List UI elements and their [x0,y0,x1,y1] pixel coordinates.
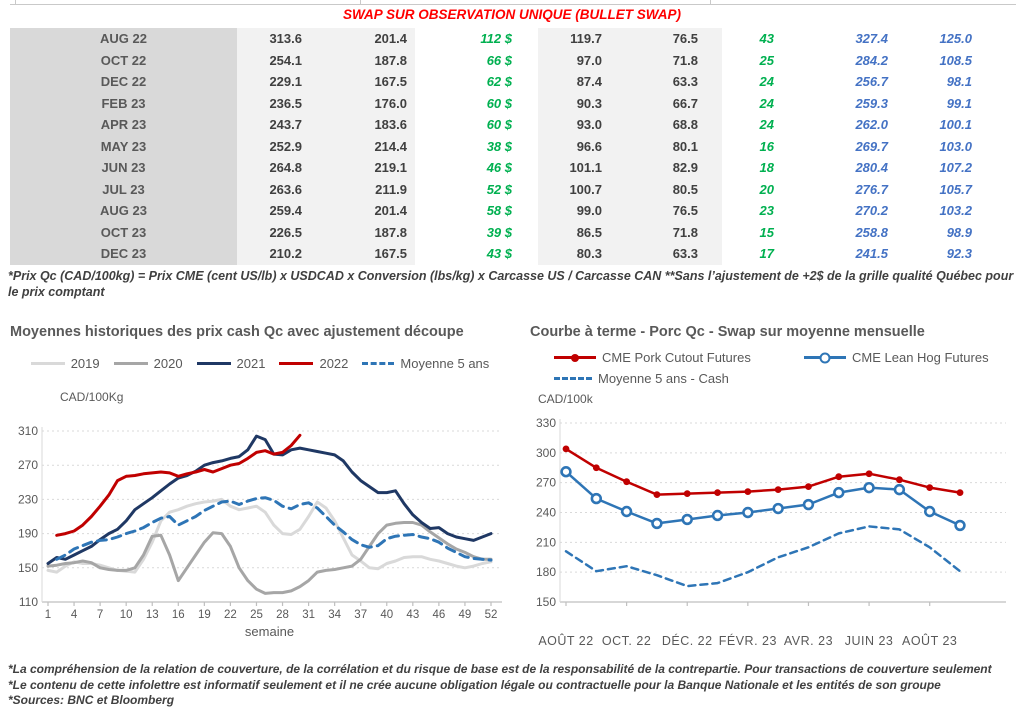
table-cell: 18 [759,160,774,176]
table-cell: 20 [759,181,774,197]
table-cell: 63.3 [620,243,722,265]
table-cell: 201.4 [332,200,415,222]
table-cell: 71.8 [620,50,722,72]
table-cell: 105.7 [939,181,972,197]
left-chart-legend [8,356,512,371]
table-cell: 86.5 [538,222,620,244]
svg-text:28: 28 [276,609,289,621]
table-cell: 96.6 [538,136,620,158]
table-cell: JUN 23 [10,157,237,179]
svg-text:16: 16 [171,609,185,621]
svg-text:34: 34 [328,609,342,621]
table-cell: 17 [759,246,774,262]
table-row [10,179,1016,201]
table-cell: AUG 22 [10,28,237,50]
svg-text:13: 13 [145,609,159,621]
right-chart-plot [520,415,1024,665]
table-row [10,157,1016,179]
line-swatch-2020-icon [114,362,148,365]
left-chart-y-unit: CAD/100Kg [60,390,124,404]
table-cell: 52 $ [486,181,512,197]
table-cell: 76.5 [620,200,722,222]
swap-table-body [10,28,1016,265]
table-cell: 25 [759,52,774,68]
legend-item-2021 [197,356,266,371]
line-swatch-2019-icon [31,362,65,365]
svg-text:150: 150 [17,560,38,575]
legend-item-moyenne-5-ans-cash [554,371,804,386]
disclaimer-line: *Le contenu de cette infolettre est informatif seulement et il ne crée aucune obligation légale ou contractuelle pour la Banque Nationale et les entités de son groupe [8,677,941,692]
chart-historical-cash-prices [8,320,512,660]
legend-item-2019 [31,356,100,371]
table-cell: 167.5 [332,243,415,265]
open-dot-line-swatch-icon [804,356,846,359]
disclaimer-footer [8,662,1018,709]
svg-text:AOÛT 22: AOÛT 22 [538,634,594,648]
svg-text:semaine: semaine [244,624,295,639]
svg-text:FÉVR. 23: FÉVR. 23 [718,634,777,648]
legend-label: 2021 [236,356,266,371]
table-cell: 24 [759,117,774,133]
table-divider [15,0,16,4]
table-cell: DEC 22 [10,71,237,93]
svg-text:190: 190 [17,526,38,541]
line-swatch-2022-icon [279,362,313,365]
table-cell: 24 [759,74,774,90]
table-cell: 327.4 [855,31,888,47]
table-cell: DEC 23 [10,243,237,265]
table-cell: 252.9 [237,136,332,158]
table-cell: 262.0 [855,117,888,133]
table-row [10,71,1016,93]
table-cell: 68.8 [620,114,722,136]
right-chart-legend [554,350,1024,386]
svg-text:230: 230 [17,492,38,507]
table-cell: 219.1 [332,157,415,179]
table-cell: 259.3 [855,95,888,111]
table-cell: 107.2 [939,160,972,176]
table-cell: 270.2 [855,203,888,219]
left-chart-title: Moyennes historiques des prix cash Qc avec ajustement découpe [10,324,464,340]
disclaimer-line: *La compréhension de la relation de couverture, de la corrélation et du risque de base est de la responsabilité de la contrepartie. Pour transactions de couverture seulement [8,662,992,676]
table-divider [710,0,711,4]
table-cell: 258.8 [855,224,888,240]
table-cell: 92.3 [946,246,972,262]
table-cell: 60 $ [486,117,512,133]
table-cell: 63.3 [620,71,722,93]
table-cell: 187.8 [332,222,415,244]
table-cell: 16 [759,138,774,154]
svg-text:1: 1 [44,609,52,621]
table-top-border [10,0,1016,5]
table-cell: 263.6 [237,179,332,201]
table-cell: 46 $ [486,160,512,176]
table-cell: 24 [759,95,774,111]
left-chart-plot [8,415,512,655]
table-cell: 93.0 [538,114,620,136]
table-cell: 226.5 [237,222,332,244]
svg-text:25: 25 [250,609,263,621]
table-cell: 103.2 [939,203,972,219]
table-cell: FEB 23 [10,93,237,115]
table-cell: 176.0 [332,93,415,115]
svg-text:46: 46 [432,609,446,621]
table-cell: 201.4 [332,28,415,50]
table-cell: 100.1 [939,117,972,133]
svg-text:22: 22 [224,609,237,621]
table-row [10,222,1016,244]
svg-text:240: 240 [535,505,556,520]
table-cell: 58 $ [486,203,512,219]
table-row [10,50,1016,72]
svg-text:31: 31 [302,609,315,621]
table-row [10,114,1016,136]
legend-label: 2022 [319,356,349,371]
legend-item-pork-cutout [554,350,804,365]
table-cell: 256.7 [855,74,888,90]
table-row [10,28,1016,50]
table-row [10,200,1016,222]
filled-dot-line-swatch-icon [554,356,596,359]
svg-text:270: 270 [17,458,38,473]
table-cell: 66.7 [620,93,722,115]
svg-text:180: 180 [535,565,556,580]
table-cell: 71.8 [620,222,722,244]
legend-label: CME Lean Hog Futures [852,350,989,365]
table-cell: 80.1 [620,136,722,158]
right-chart-title: Courbe à terme - Porc Qc - Swap sur moyenne mensuelle [530,324,925,340]
table-title: SWAP SUR OBSERVATION UNIQUE (BULLET SWAP) [342,7,681,22]
table-cell: 99.1 [946,95,972,111]
table-cell: MAY 23 [10,136,237,158]
line-swatch-2021-icon [197,362,231,365]
legend-label: Moyenne 5 ans [400,356,490,371]
svg-text:AVR. 23: AVR. 23 [783,634,834,648]
table-cell: 100.7 [538,179,620,201]
table-cell: 284.2 [855,52,888,68]
legend-item-2020 [114,356,183,371]
svg-text:10: 10 [119,609,133,621]
svg-text:4: 4 [70,609,78,621]
table-row [10,136,1016,158]
svg-text:37: 37 [354,609,368,621]
legend-item-moyenne-5-ans [362,356,489,371]
svg-text:300: 300 [535,445,556,460]
table-cell: 90.3 [538,93,620,115]
chart-forward-curve [520,320,1024,665]
svg-text:JUIN 23: JUIN 23 [844,634,894,648]
svg-text:19: 19 [197,609,211,621]
table-cell: 38 $ [486,138,512,154]
table-cell: 60 $ [486,95,512,111]
table-cell: 183.6 [332,114,415,136]
table-cell: 82.9 [620,157,722,179]
svg-text:OCT. 22: OCT. 22 [601,634,652,648]
table-cell: 264.8 [237,157,332,179]
dashed-line-swatch-icon [554,377,592,380]
table-cell: 80.3 [538,243,620,265]
table-divider [360,0,361,4]
legend-item-lean-hog [804,350,1024,365]
table-cell: 243.7 [237,114,332,136]
table-cell: JUL 23 [10,179,237,201]
legend-label: 2020 [153,356,183,371]
table-cell: 87.4 [538,71,620,93]
table-row [10,93,1016,115]
svg-text:7: 7 [96,609,104,621]
table-cell: 269.7 [855,138,888,154]
table-cell: 23 [759,203,774,219]
table-cell: 43 $ [486,246,512,262]
table-cell: 236.5 [237,93,332,115]
table-row [10,243,1016,265]
table-cell: OCT 22 [10,50,237,72]
svg-text:150: 150 [535,595,556,609]
svg-text:310: 310 [17,424,38,438]
table-cell: 187.8 [332,50,415,72]
table-cell: 108.5 [939,52,972,68]
legend-item-2022 [279,356,348,371]
table-cell: 76.5 [620,28,722,50]
svg-text:43: 43 [406,609,420,621]
table-cell: 241.5 [855,246,888,262]
table-cell: 43 [759,31,774,47]
table-cell: 66 $ [486,52,512,68]
svg-text:52: 52 [484,609,498,621]
table-cell: 210.2 [237,243,332,265]
table-cell: 112 $ [480,31,512,47]
table-cell: 119.7 [538,28,620,50]
table-cell: 167.5 [332,71,415,93]
table-cell: 254.1 [237,50,332,72]
table-cell: 211.9 [332,179,415,201]
table-cell: 125.0 [939,31,972,47]
table-cell: 229.1 [237,71,332,93]
svg-text:210: 210 [535,535,556,550]
table-cell: 313.6 [237,28,332,50]
svg-text:49: 49 [458,609,472,621]
table-cell: 214.4 [332,136,415,158]
table-cell: 80.5 [620,179,722,201]
table-cell: 98.9 [946,224,972,240]
table-cell: 103.0 [939,138,972,154]
table-cell: 15 [759,224,774,240]
svg-text:AOÛT 23: AOÛT 23 [902,634,958,648]
table-cell: 99.0 [538,200,620,222]
svg-text:270: 270 [535,475,556,490]
table-cell: 98.1 [946,74,972,90]
table-cell: 276.7 [855,181,888,197]
legend-label: CME Pork Cutout Futures [602,350,751,365]
right-chart-y-unit: CAD/100k [538,392,593,406]
legend-label: 2019 [70,356,100,371]
table-footnote: *Prix Qc (CAD/100kg) = Prix CME (cent US/lb) x USDCAD x Conversion (lbs/kg) x Carcasse US / Carcasse CAN **Sans l’ajustement de +2$ de la grille qualité Québec pour le prix comptant [8,269,1014,299]
svg-text:40: 40 [380,609,394,621]
svg-text:DÉC. 22: DÉC. 22 [661,634,713,648]
svg-text:330: 330 [535,416,556,430]
table-cell: 39 $ [486,224,512,240]
table-cell: OCT 23 [10,222,237,244]
table-cell: AUG 23 [10,200,237,222]
table-cell: 101.1 [538,157,620,179]
legend-label: Moyenne 5 ans - Cash [598,371,729,386]
table-cell: 62 $ [486,74,512,90]
svg-text:110: 110 [18,595,38,609]
table-cell: 259.4 [237,200,332,222]
disclaimer-line: *Sources: BNC et Bloomberg [8,693,175,707]
table-cell: 280.4 [855,160,888,176]
dashed-line-swatch-icon [362,362,394,365]
table-cell: APR 23 [10,114,237,136]
table-cell: 97.0 [538,50,620,72]
